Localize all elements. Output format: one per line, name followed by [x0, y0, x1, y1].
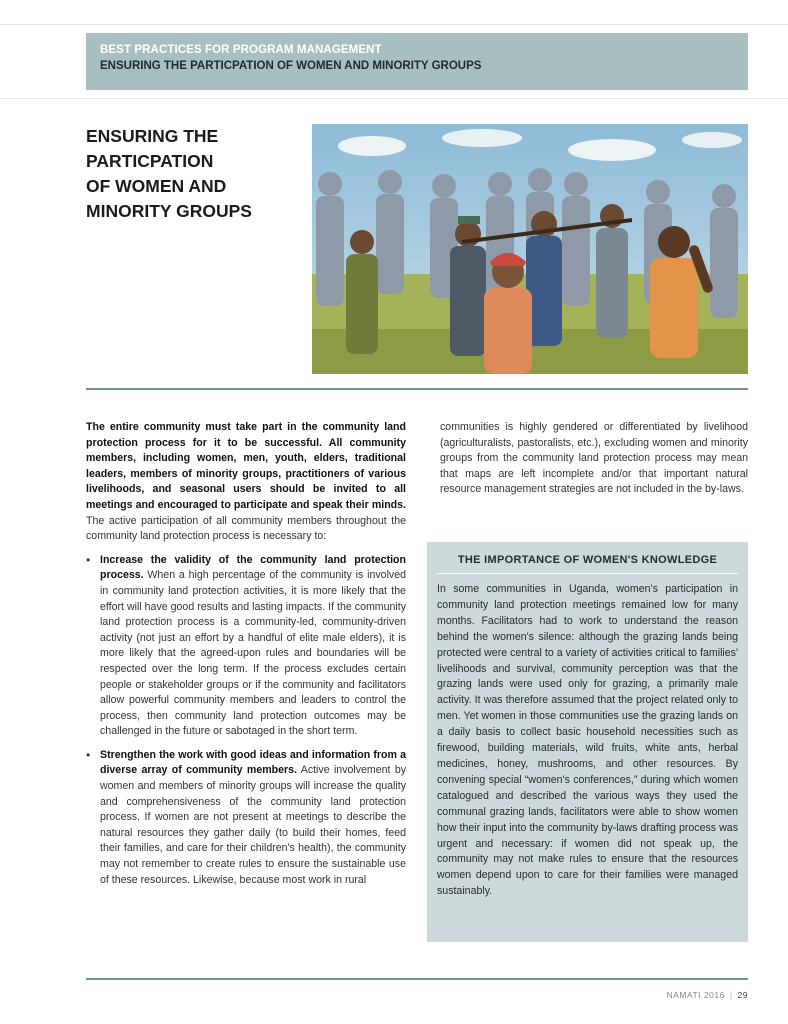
page-title-line: ENSURING THE: [86, 126, 219, 146]
footer-rule: [86, 978, 748, 980]
bullet-heading: Increase the validity of the community land protection process.: [100, 553, 406, 582]
footer-org: NAMATI 2016: [666, 990, 725, 1000]
bullet-item: [86, 553, 406, 740]
intro-paragraph: [86, 420, 406, 545]
bullet-text: Active involvement by women and members of minority groups will increase the quality and comprehensiveness of the community land protection process. If women are not present at meetings to describe the natural resources they gather daily (to build their homes, feed their families, and care for their children's health), the community may not remember to create rules to ensure the sustainable use of these resources. Likewise, because most work in rural: [100, 764, 407, 886]
bullet-text: When a high percentage of the community is involved in community land protection activities, it is more likely that the effort will have good results and lasting impacts. If the community land protection process is a community-led, community-driven activity (not just an effort by a handful of elite male elders), it is more likely that the agreed-upon rules and boundaries will be respected over the long term. If the process excludes certain people or stakeholder groups or if the community and facilitators allow powerful community members and leaders to control the process, then community land protection outcomes may be challenged in the future or sabotaged in the short term.: [100, 569, 406, 738]
bullet-item: [86, 748, 406, 888]
banner-section-label: BEST PRACTICES FOR PROGRAM MANAGEMENT: [100, 44, 382, 56]
right-column: [440, 420, 748, 498]
top-divider: [0, 24, 788, 25]
section-rule: [86, 388, 748, 390]
community-illustration-art: [312, 124, 748, 374]
left-column: [86, 420, 406, 888]
intro-text: The active participation of all community members throughout the community land protection process is necessary to:: [86, 514, 406, 543]
banner-chapter-label: ENSURING THE PARTICPATION OF WOMEN AND MINORITY GROUPS: [100, 60, 482, 72]
sidebar-box: [427, 542, 748, 942]
community-illustration: [312, 124, 748, 374]
page-title-line: OF WOMEN AND: [86, 176, 227, 196]
footer-separator: |: [729, 990, 733, 1000]
sidebar-text: In some communities in Uganda, women's participation in community land protection meetings remained low for many months. Facilitators had to work to understand the reason behind the women's silence: although the grazing lands being protected were central to a variety of activities critical to families' livelihoods and survival, community perception was that the grazing lands were used only for grazing, a primarily male activity. It was therefore assumed that the project related only to men. Yet women in those communities use the grazing lands on a daily basis to collect basic household necessities such as firewood, building materials, wild fruits, white ants, herbal medicines, honey, mushrooms, and other resources. By convening special “women's conferences,” during which women catalogued and described the various ways they used the communal grazing lands, facilitators were able to show women how their input into the community by-laws drafting process was urgent and necessary: if women did not speak up, the community may not make rules to ensure that the resources women depend upon to care for their families were managed sustainably.: [437, 583, 738, 898]
header-divider: [0, 98, 788, 99]
bullet-heading: Strengthen the work with good ideas and information from a diverse array of community members.: [100, 748, 406, 777]
sidebar-divider: [437, 573, 738, 574]
bullet-dot-icon: •: [86, 747, 91, 762]
page-title-line: PARTICPATION: [86, 151, 214, 171]
continued-paragraph: communities is highly gendered or differentiated by livelihood (agriculturalists, pastoralists, etc.), excluding women and minority groups from the community land protection process may mean that maps are left incomplete and/or that important natural resource management strategies are not included in the by-laws.: [440, 421, 748, 496]
sidebar-heading: THE IMPORTANCE OF WOMEN'S KNOWLEDGE: [457, 554, 718, 566]
page-title: [86, 124, 296, 224]
section-banner: [86, 33, 748, 90]
page-footer: [667, 990, 748, 1000]
page-number: 29: [737, 990, 748, 1000]
page-title-line: MINORITY GROUPS: [86, 201, 252, 221]
intro-bold-text: The entire community must take part in the community land protection process for it to be successful. All community members, including women, men, youth, elders, traditional leaders, members of minority groups, practitioners of various livelihoods, and seasonal users should be invited to all meetings and encouraged to participate and speak their minds.: [86, 421, 406, 511]
bullet-dot-icon: •: [86, 552, 91, 567]
